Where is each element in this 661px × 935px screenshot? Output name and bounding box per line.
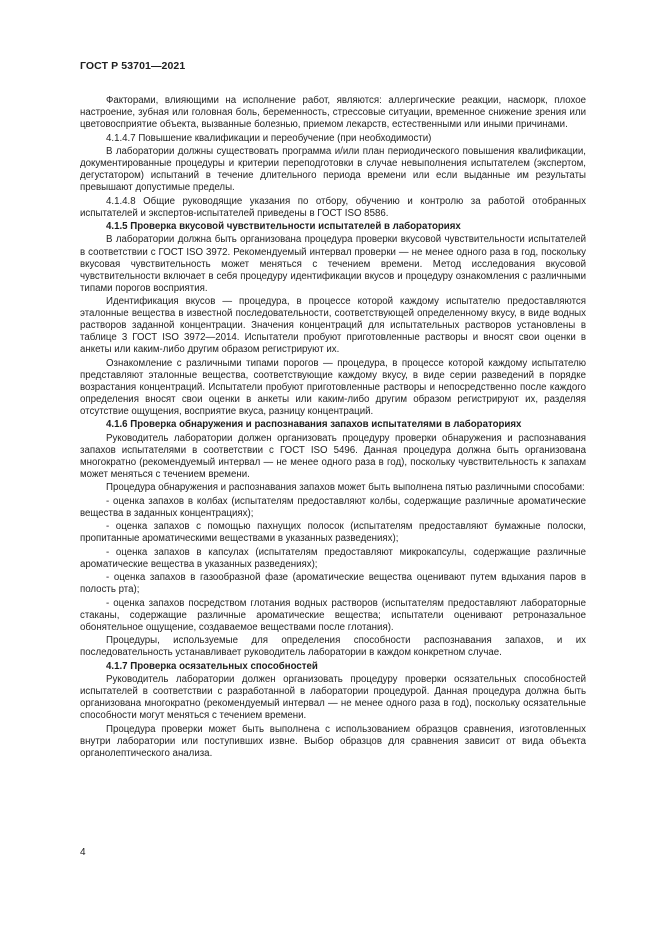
- page-number: 4: [80, 847, 86, 858]
- paragraph: 4.1.4.8 Общие руководящие указания по отбору, обучению и контролю за работой отобранных испытателей и экспертов-испытателей приведены в ГОСТ ISO 8586.: [80, 195, 586, 219]
- document-header: ГОСТ Р 53701—2021: [80, 60, 186, 72]
- paragraph: Ознакомление с различными типами порогов — процедура, в процессе которой каждому испытателю представляют эталонные вещества, соответствующие каждому вкусу, в виде серии разведений в порядке возрастания концентраций. Испытатели пробуют приготовленные растворы и непосредственно после каждого определения вносят свои оценки в анкеты или каким-либо другим образом регистрируют их, разделяя отсутствие ощущения, восприятие вкуса, разницу концентраций.: [80, 357, 586, 417]
- paragraph: В лаборатории должна быть организована процедура проверки вкусовой чувствительности испытателей в соответствии с ГОСТ ISO 3972. Рекомендуемый интервал проверки — не менее одного раза в год, поскольку вкусовая чувствительность может меняться с течением времени. Метод исследования вкусовой чувствительности включает в себя процедуру идентификации вкусов и процедуру ознакомления с различными типами порогов восприятия.: [80, 234, 586, 294]
- paragraph: Руководитель лаборатории должен организовать процедуру проверки обнаружения и распознавания запахов испытателями в соответствии с ГОСТ ISO 5496. Данная процедура должна быть организована многократно (рекомендуемый интервал — не менее одного раза в год), поскольку чувствительность к запахам может меняться с течением времени.: [80, 432, 586, 480]
- document-body: [80, 95, 586, 761]
- list-item: - оценка запахов в газообразной фазе (ароматические вещества оценивают путем вдыхания паров в полость рта);: [80, 572, 586, 596]
- paragraph: 4.1.4.7 Повышение квалификации и переобучение (при необходимости): [106, 132, 432, 144]
- paragraph: В лаборатории должны существовать программа и/или план периодического повышения квалификации, документированные процедуры и критерии переподготовки в случае невыполнения испытателем (экспертом, дегустатором) испытаний в течение длительного периода времени или если выданные им результаты превышают допустимые пределы.: [80, 145, 586, 194]
- paragraph: Процедура обнаружения и распознавания запахов может быть выполнена пятью различными способами:: [106, 482, 585, 494]
- paragraph: Процедуры, используемые для определения способности распознавания запахов, и их последовательность устанавливает руководитель лаборатории в каждом конкретном случае.: [80, 635, 586, 659]
- paragraph: Факторами, влияющими на исполнение работ, являются: аллергические реакции, насморк, плохое настроение, зубная или головная боль, беременность, стрессовые ситуации, временное снижение зрения или цветовосприятие объекта, вызванные болезнью, приемом лекарств, естественными или иными причинами.: [80, 95, 586, 131]
- list-item: - оценка запахов в колбах (испытателям предоставляют колбы, содержащие различные ароматические вещества в заданных концентрациях);: [80, 495, 586, 519]
- list-item: - оценка запахов в капсулах (испытателям предоставляют микрокапсулы, содержащие различные ароматические вещества в указанных разведениях);: [80, 546, 586, 570]
- paragraph: Процедура проверки может быть выполнена с использованием образцов сравнения, изготовленных внутри лаборатории или поступивших извне. Выбор образцов для сравнения зависит от вида объекта органолептического анализа.: [80, 723, 586, 759]
- section-heading-4-1-6: 4.1.6 Проверка обнаружения и распознавания запахов испытателями в лабораториях: [106, 419, 522, 431]
- list-item: - оценка запахов посредством глотания водных растворов (испытателям предоставляют лабораторные стаканы, содержащие различные ароматические вещества; испытатели оценивают ретроназальное обонятельное ощущение, создаваемое веществами после глотания).: [80, 597, 586, 633]
- section-heading-4-1-7: 4.1.7 Проверка осязательных способностей: [106, 660, 318, 672]
- section-heading-4-1-5: 4.1.5 Проверка вкусовой чувствительности испытателей в лабораториях: [106, 221, 461, 233]
- list-item: - оценка запахов с помощью пахнущих полосок (испытателям предоставляют бумажные полоски, пропитанные ароматическими веществами в указанных разведениях);: [80, 521, 586, 545]
- paragraph: Руководитель лаборатории должен организовать процедуру проверки осязательных способностей испытателей в соответствии с разработанной в лаборатории процедурой. Данная процедура должна быть организована многократно (рекомендуемый интервал — не менее одного раза в год), поскольку осязательные способности могут меняться с течением времени.: [80, 674, 586, 722]
- paragraph: Идентификация вкусов — процедура, в процессе которой каждому испытателю предоставляются эталонные вещества в известной последовательности, соответствующей определенному вкусу, в виде водных растворов заданной концентрации. Значения концентраций для испытательных растворов установлены в таблице 3 ГОСТ ISO 3972—2014. Испытатели пробуют приготовленные растворы и вносят свои оценки в анкеты или каким-либо другим образом регистрируют их.: [80, 296, 586, 356]
